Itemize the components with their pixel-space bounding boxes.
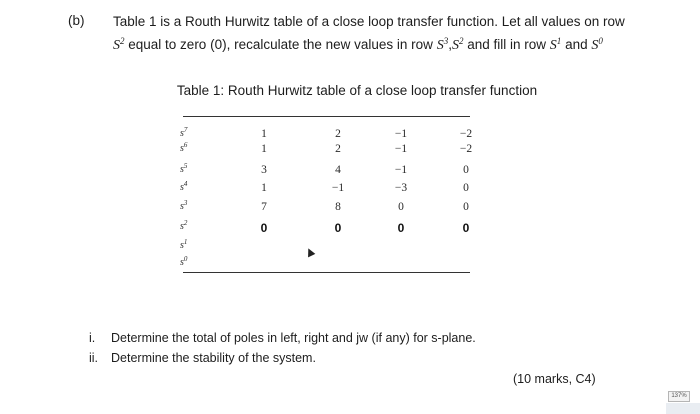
table-row <box>180 201 480 219</box>
row-s0-symbol: $S^0$ <box>591 36 603 53</box>
question-line-2-a: equal to zero (0), recalculate the new values in row <box>128 37 433 52</box>
table-row <box>180 221 480 239</box>
table-cell: 0 <box>334 221 342 235</box>
table-cell: −1 <box>394 143 408 155</box>
table-cell: 0 <box>463 164 469 176</box>
table-cell: 0 <box>463 201 469 213</box>
row-label: $s^6$ <box>180 141 188 154</box>
table-cell: 1 <box>261 182 267 194</box>
table-cell: 0 <box>397 221 405 235</box>
table-cell: −2 <box>459 143 473 155</box>
row-s2b-symbol: $S^2$ <box>451 36 464 53</box>
row-s3-symbol: $S^3$ <box>436 36 449 53</box>
table-cell: 1 <box>261 128 267 140</box>
table-cell: 8 <box>335 201 341 213</box>
task-text: Determine the stability of the system. <box>111 351 316 365</box>
row-label: $s^5$ <box>180 162 188 175</box>
table-cell: 0 <box>462 221 470 235</box>
row-label: $s^4$ <box>180 180 188 193</box>
table-row <box>180 182 480 200</box>
table-bottom-rule <box>183 272 470 273</box>
part-label: (b) <box>68 13 85 28</box>
table-cell: −1 <box>394 164 408 176</box>
table-row <box>180 240 480 258</box>
task-number: i. <box>89 331 96 345</box>
task-text: Determine the total of poles in left, right and jw (if any) for s-plane. <box>111 331 476 345</box>
table-cell: −3 <box>394 182 408 194</box>
row-label: $s^2$ <box>180 219 188 232</box>
table-cell: 0 <box>398 201 404 213</box>
question-line-1: Table 1 is a Routh Hurwitz table of a close loop transfer function. Let all values on row <box>113 14 625 29</box>
table-cell: 0 <box>463 182 469 194</box>
table-cell: 1 <box>261 143 267 155</box>
table-row <box>180 143 480 161</box>
table-cell: 4 <box>335 164 341 176</box>
table-cell: 7 <box>261 201 267 213</box>
row-label: $s^1$ <box>180 238 188 251</box>
table-cell: 0 <box>260 221 268 235</box>
row-label: $s^7$ <box>180 126 188 139</box>
row-label: $s^0$ <box>180 255 188 268</box>
task-item <box>89 331 476 345</box>
table-caption: Table 1: Routh Hurwitz table of a close loop transfer function <box>176 83 538 98</box>
row-s2-symbol: $S^2$ <box>113 36 125 53</box>
zoom-indicator[interactable]: 137% <box>668 391 690 402</box>
viewer-corner <box>666 403 700 414</box>
question-line-2: $S^2$ equal to zero (0), recalculate the new values in row $S^3,S^2$ and fill in row $S^1$ and $S^0$ <box>113 36 603 53</box>
question-line-2-b: and fill in row <box>467 37 547 52</box>
table-cell: −1 <box>331 182 345 194</box>
table-cell: 3 <box>261 164 267 176</box>
row-label: $s^3$ <box>180 199 188 212</box>
table-row <box>180 164 480 182</box>
task-number: ii. <box>89 351 99 365</box>
table-cell: 2 <box>335 143 341 155</box>
table-cell: 2 <box>335 128 341 140</box>
table-cell: −1 <box>394 128 408 140</box>
question-line-2-c: and <box>565 37 588 52</box>
row-s1-symbol: $S^1$ <box>549 36 562 53</box>
table-cell: −2 <box>459 128 473 140</box>
task-item <box>89 351 316 365</box>
marks-label: (10 marks, C4) <box>513 372 596 386</box>
table-top-rule <box>183 116 470 117</box>
